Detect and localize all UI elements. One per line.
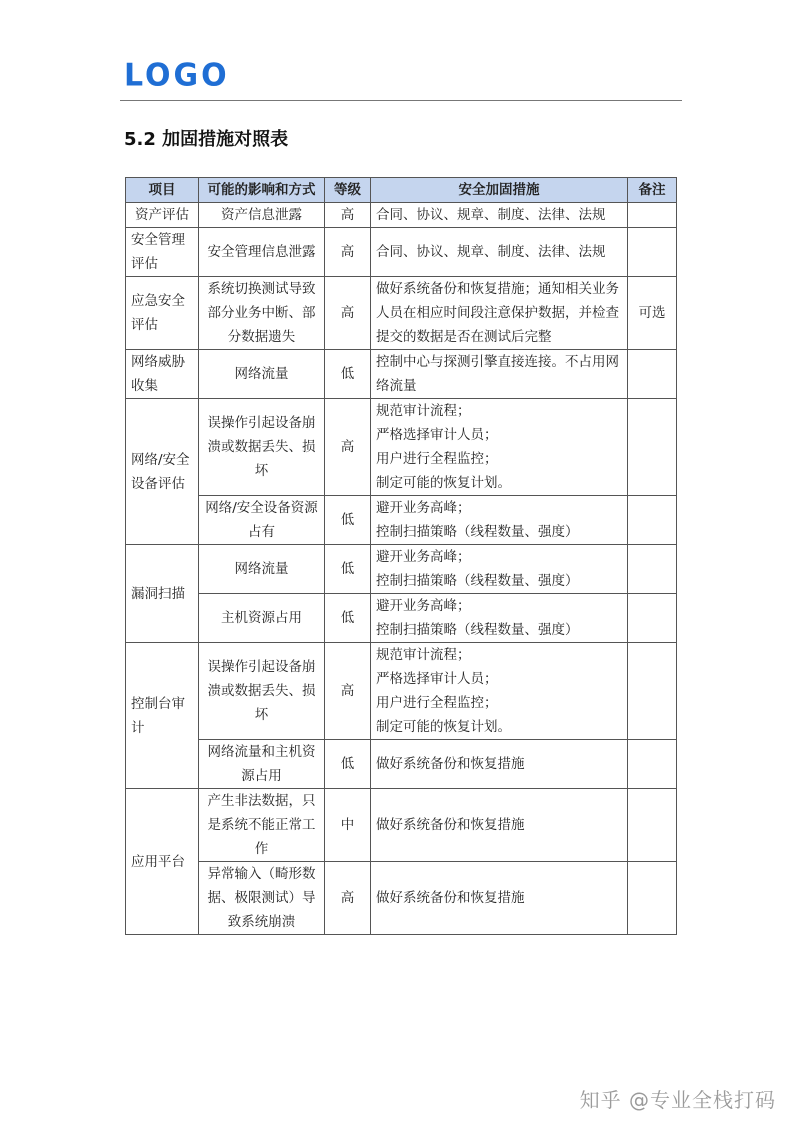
section-title: 5.2 加固措施对照表 [124, 129, 289, 150]
measure-line: 合同、协议、规章、制度、法律、法规 [376, 207, 606, 223]
cell-item: 网络威胁收集 [126, 350, 199, 399]
measure-line: 规范审计流程； [376, 647, 471, 663]
header-level: 等级 [325, 178, 371, 203]
cell-level: 高 [325, 203, 371, 228]
cell-measures [371, 496, 628, 545]
table-row [126, 789, 677, 862]
cell-item: 漏洞扫描 [126, 545, 199, 643]
table-row [126, 545, 677, 594]
cell-level: 高 [325, 399, 371, 496]
cell-remark [628, 862, 677, 935]
cell-impact: 网络流量 [199, 545, 325, 594]
cell-measures [371, 203, 628, 228]
measure-line: 用户进行全程监控； [376, 695, 498, 711]
measure-line: 制定可能的恢复计划。 [376, 475, 511, 491]
cell-impact: 网络流量和主机资源占用 [199, 740, 325, 789]
measure-line: 制定可能的恢复计划。 [376, 719, 511, 735]
cell-impact: 网络/安全设备资源占有 [199, 496, 325, 545]
cell-level: 低 [325, 545, 371, 594]
measure-line: 避开业务高峰； [376, 598, 471, 614]
table-row [126, 862, 677, 935]
cell-impact: 误操作引起设备崩溃或数据丢失、损坏 [199, 399, 325, 496]
cell-remark [628, 228, 677, 277]
measure-line: 避开业务高峰； [376, 549, 471, 565]
cell-remark [628, 643, 677, 740]
header-measures: 安全加固措施 [371, 178, 628, 203]
cell-measures [371, 277, 628, 350]
header-remark: 备注 [628, 178, 677, 203]
table-row [126, 277, 677, 350]
table-row [126, 740, 677, 789]
measure-line: 控制扫描策略（线程数量、强度） [376, 622, 579, 638]
cell-measures [371, 862, 628, 935]
cell-impact: 资产信息泄露 [199, 203, 325, 228]
company-logo: LOGO [124, 57, 230, 94]
cell-measures [371, 740, 628, 789]
cell-measures [371, 789, 628, 862]
measure-line: 严格选择审计人员； [376, 671, 498, 687]
measure-line: 控制扫描策略（线程数量、强度） [376, 573, 579, 589]
cell-item: 应急安全评估 [126, 277, 199, 350]
cell-remark [628, 789, 677, 862]
cell-measures [371, 228, 628, 277]
cell-level: 中 [325, 789, 371, 862]
table-row [126, 594, 677, 643]
cell-impact: 主机资源占用 [199, 594, 325, 643]
cell-level: 低 [325, 350, 371, 399]
cell-level: 高 [325, 228, 371, 277]
cell-measures [371, 350, 628, 399]
cell-item: 控制台审计 [126, 643, 199, 789]
measure-line: 做好系统备份和恢复措施 [376, 890, 525, 906]
cell-level: 低 [325, 496, 371, 545]
cell-measures [371, 545, 628, 594]
cell-level: 低 [325, 740, 371, 789]
measure-line: 控制扫描策略（线程数量、强度） [376, 524, 579, 540]
cell-measures [371, 594, 628, 643]
cell-remark [628, 594, 677, 643]
cell-impact: 网络流量 [199, 350, 325, 399]
table-row [126, 496, 677, 545]
reinforcement-table [125, 177, 677, 935]
table-row [126, 228, 677, 277]
header-impact: 可能的影响和方式 [199, 178, 325, 203]
table-row [126, 643, 677, 740]
table-row [126, 350, 677, 399]
measure-line: 做好系统备份和恢复措施；通知相关业务人员在相应时间段注意保护数据，并检查提交的数据是否在测试后完整 [376, 281, 619, 345]
table-row [126, 203, 677, 228]
table-row [126, 399, 677, 496]
cell-item: 应用平台 [126, 789, 199, 935]
cell-impact: 系统切换测试导致部分业务中断、部分数据遗失 [199, 277, 325, 350]
cell-level: 高 [325, 643, 371, 740]
cell-measures [371, 399, 628, 496]
cell-remark [628, 496, 677, 545]
cell-remark [628, 740, 677, 789]
header-item: 项目 [126, 178, 199, 203]
measure-line: 做好系统备份和恢复措施 [376, 756, 525, 772]
cell-item: 资产评估 [126, 203, 199, 228]
cell-item: 安全管理评估 [126, 228, 199, 277]
cell-remark [628, 350, 677, 399]
cell-level: 高 [325, 862, 371, 935]
cell-level: 高 [325, 277, 371, 350]
watermark-text: 知乎 @专业全栈打码 [579, 1088, 776, 1112]
cell-level: 低 [325, 594, 371, 643]
cell-remark [628, 203, 677, 228]
measure-line: 用户进行全程监控； [376, 451, 498, 467]
measure-line: 合同、协议、规章、制度、法律、法规 [376, 244, 606, 260]
measure-line: 做好系统备份和恢复措施 [376, 817, 525, 833]
cell-impact: 异常输入（畸形数据、极限测试）导致系统崩溃 [199, 862, 325, 935]
cell-measures [371, 643, 628, 740]
measure-line: 规范审计流程； [376, 403, 471, 419]
cell-remark [628, 545, 677, 594]
header-divider [120, 100, 682, 101]
table-header-row [126, 178, 677, 203]
measure-line: 严格选择审计人员； [376, 427, 498, 443]
cell-remark: 可选 [628, 277, 677, 350]
cell-impact: 产生非法数据，只是系统不能正常工作 [199, 789, 325, 862]
cell-impact: 安全管理信息泄露 [199, 228, 325, 277]
measure-line: 控制中心与探测引擎直接连接。不占用网络流量 [376, 354, 619, 394]
cell-impact: 误操作引起设备崩溃或数据丢失、损坏 [199, 643, 325, 740]
cell-remark [628, 399, 677, 496]
cell-item: 网络/安全设备评估 [126, 399, 199, 545]
measure-line: 避开业务高峰； [376, 500, 471, 516]
